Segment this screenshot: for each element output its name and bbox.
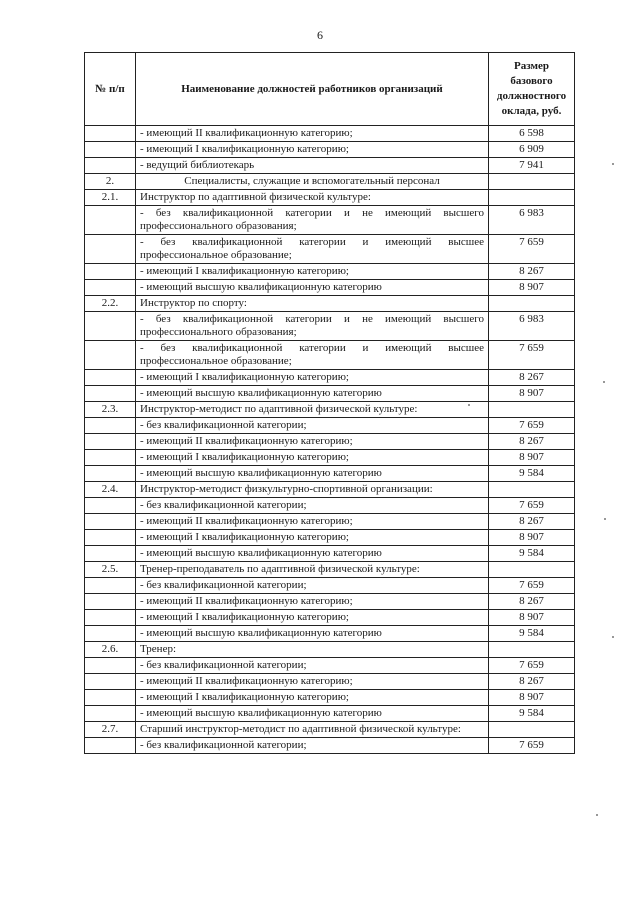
table-row [85,498,575,514]
table-row [85,658,575,674]
row-number [85,370,136,386]
base-salary-value [489,402,575,418]
position-name: - без квалификационной категории; [136,578,489,594]
base-salary-value: 7 659 [489,578,575,594]
position-name: - имеющий высшую квалификационную категорию [136,386,489,402]
position-name: - имеющий I квалификационную категорию; [136,264,489,280]
scan-speck [603,381,605,383]
base-salary-value: 8 907 [489,450,575,466]
table-row [85,738,575,754]
position-name: Инструктор-методист по адаптивной физической культуре: [136,402,489,418]
row-number [85,578,136,594]
row-number [85,280,136,296]
base-salary-value: 8 267 [489,434,575,450]
position-name: - имеющий высшую квалификационную категорию [136,280,489,296]
position-name: - без квалификационной категории и имеющий высшее профессиональное образование; [136,341,489,370]
position-name: - без квалификационной категории и не имеющий высшего профессионального образования; [136,206,489,235]
position-name: - имеющий I квалификационную категорию; [136,690,489,706]
table-row [85,610,575,626]
base-salary-value: 7 941 [489,158,575,174]
position-name: - имеющий высшую квалификационную категорию [136,466,489,482]
base-salary-value: 8 907 [489,280,575,296]
position-name: Специалисты, служащие и вспомогательный персонал [136,174,489,190]
salary-table [84,52,575,754]
table-row [85,690,575,706]
base-salary-value: 6 983 [489,312,575,341]
row-number [85,706,136,722]
base-salary-value: 8 907 [489,610,575,626]
position-name: - без квалификационной категории; [136,738,489,754]
position-name: - имеющий II квалификационную категорию; [136,594,489,610]
scan-speck [604,518,606,520]
table-row [85,206,575,235]
base-salary-value: 6 983 [489,206,575,235]
row-number: 2.1. [85,190,136,206]
table-row [85,594,575,610]
row-number: 2.5. [85,562,136,578]
group-row [85,296,575,312]
base-salary-value: 6 909 [489,142,575,158]
scan-speck [612,636,614,638]
row-number: 2.7. [85,722,136,738]
base-salary-value [489,190,575,206]
table-row [85,706,575,722]
row-number: 2. [85,174,136,190]
page-number: 6 [317,28,323,42]
header-number: № п/п [85,53,136,126]
base-salary-value: 8 907 [489,386,575,402]
position-name: - ведущий библиотекарь [136,158,489,174]
table-row [85,312,575,341]
row-number [85,142,136,158]
table-header-row [85,53,575,126]
row-number [85,658,136,674]
position-name: - имеющий II квалификационную категорию; [136,514,489,530]
position-name: Старший инструктор-методист по адаптивной физической культуре: [136,722,489,738]
base-salary-value [489,296,575,312]
header-base-salary: Размер базового должностного оклада, руб. [489,53,575,126]
group-row [85,482,575,498]
group-row [85,722,575,738]
base-salary-value: 7 659 [489,738,575,754]
table-row [85,626,575,642]
row-number [85,690,136,706]
base-salary-value: 8 267 [489,514,575,530]
group-row [85,190,575,206]
table-row [85,466,575,482]
row-number [85,126,136,142]
base-salary-value: 7 659 [489,235,575,264]
row-number [85,386,136,402]
row-number [85,610,136,626]
position-name: - имеющий I квалификационную категорию; [136,530,489,546]
row-number: 2.6. [85,642,136,658]
base-salary-value: 6 598 [489,126,575,142]
row-number [85,434,136,450]
base-salary-value: 9 584 [489,546,575,562]
table-row [85,264,575,280]
base-salary-value: 7 659 [489,418,575,434]
row-number [85,514,136,530]
row-number [85,546,136,562]
table-body [85,126,575,754]
table-row [85,370,575,386]
base-salary-value: 8 907 [489,690,575,706]
group-row [85,642,575,658]
base-salary-value: 8 267 [489,264,575,280]
table-row [85,235,575,264]
table-row [85,126,575,142]
table-row [85,280,575,296]
row-number [85,235,136,264]
scan-speck [468,404,470,406]
position-name: - без квалификационной категории и не имеющий высшего профессионального образования; [136,312,489,341]
position-name: - имеющий I квалификационную категорию; [136,450,489,466]
position-name: - имеющий I квалификационную категорию; [136,610,489,626]
table-row [85,434,575,450]
table-row [85,386,575,402]
row-number [85,738,136,754]
base-salary-value: 7 659 [489,658,575,674]
position-name: - имеющий I квалификационную категорию; [136,370,489,386]
table-row [85,530,575,546]
position-name: Инструктор-методист физкультурно-спортивной организации: [136,482,489,498]
row-number [85,594,136,610]
row-number [85,264,136,280]
position-name: Тренер-преподаватель по адаптивной физической культуре: [136,562,489,578]
base-salary-value: 8 267 [489,674,575,690]
base-salary-value: 7 659 [489,341,575,370]
table-row [85,418,575,434]
table-row [85,142,575,158]
row-number: 2.2. [85,296,136,312]
base-salary-value [489,174,575,190]
row-number: 2.4. [85,482,136,498]
row-number [85,626,136,642]
position-name: - имеющий высшую квалификационную категорию [136,706,489,722]
row-number [85,418,136,434]
table-row [85,546,575,562]
table-row [85,674,575,690]
base-salary-value: 8 267 [489,370,575,386]
row-number [85,341,136,370]
position-name: Инструктор по спорту: [136,296,489,312]
table-row [85,450,575,466]
position-name: - без квалификационной категории; [136,658,489,674]
table-row [85,158,575,174]
position-name: - имеющий высшую квалификационную категорию [136,626,489,642]
group-row [85,402,575,418]
position-name: - имеющий II квалификационную категорию; [136,434,489,450]
row-number [85,466,136,482]
position-name: - имеющий II квалификационную категорию; [136,126,489,142]
row-number: 2.3. [85,402,136,418]
section-row [85,174,575,190]
row-number [85,530,136,546]
row-number [85,450,136,466]
base-salary-value: 9 584 [489,466,575,482]
position-name: - имеющий I квалификационную категорию; [136,142,489,158]
position-name: Тренер: [136,642,489,658]
base-salary-value: 7 659 [489,498,575,514]
scan-speck [612,163,614,165]
row-number [85,312,136,341]
position-name: - имеющий высшую квалификационную категорию [136,546,489,562]
base-salary-value: 9 584 [489,706,575,722]
position-name: - без квалификационной категории; [136,418,489,434]
group-row [85,562,575,578]
row-number [85,498,136,514]
position-name: - без квалификационной категории и имеющий высшее профессиональное образование; [136,235,489,264]
base-salary-value [489,642,575,658]
row-number [85,158,136,174]
base-salary-value: 8 907 [489,530,575,546]
row-number [85,674,136,690]
base-salary-value: 8 267 [489,594,575,610]
row-number [85,206,136,235]
table-row [85,514,575,530]
position-name: - имеющий II квалификационную категорию; [136,674,489,690]
base-salary-value [489,722,575,738]
base-salary-value [489,482,575,498]
header-position-name: Наименование должностей работников организаций [136,53,489,126]
position-name: - без квалификационной категории; [136,498,489,514]
base-salary-value [489,562,575,578]
table-row [85,341,575,370]
base-salary-value: 9 584 [489,626,575,642]
table-row [85,578,575,594]
scan-speck [596,814,598,816]
position-name: Инструктор по адаптивной физической культуре: [136,190,489,206]
